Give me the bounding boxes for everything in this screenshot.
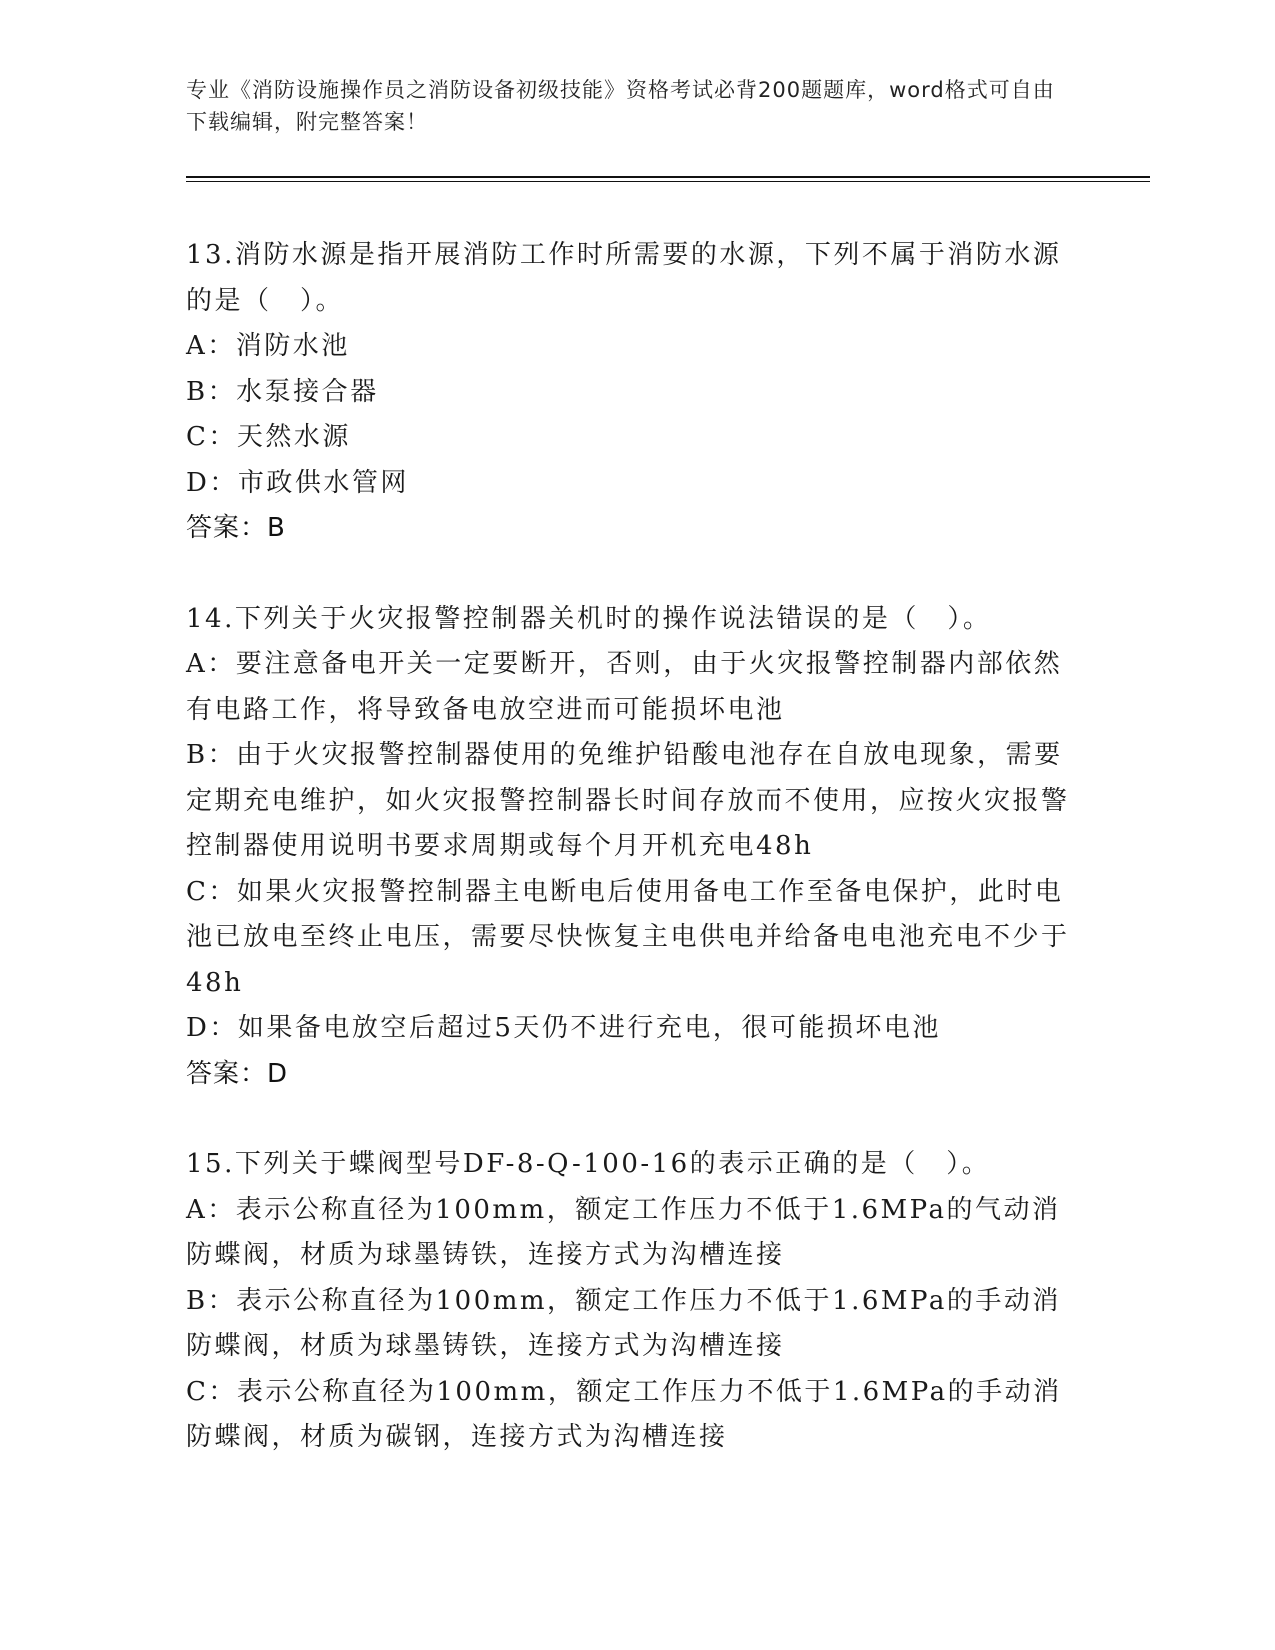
option-b: B：由于火灾报警控制器使用的免维护铅酸电池存在自放电现象，需要定期充电维护，如火灾报警控制器长时间存放而不使用，应按火灾报警控制器使用说明书要求周期或每个月开机充电48h — [186, 740, 1070, 861]
option-c: C：表示公称直径为100mm，额定工作压力不低于1.6MPa的手动消防蝶阀，材质为碳钢，连接方式为沟槽连接 — [186, 1376, 1062, 1452]
question-14 — [186, 597, 1076, 1098]
option-a: A：要注意备电开关一定要断开，否则，由于火灾报警控制器内部依然有电路工作，将导致备电放空进而可能损坏电池 — [186, 649, 1063, 725]
option-d: D：市政供水管网 — [186, 467, 409, 498]
option-c: C：如果火灾报警控制器主电断电后使用备电工作至备电保护，此时电池已放电至终止电压，需要尽快恢复主电供电并给备电电池充电不少于48h — [186, 876, 1070, 998]
answer-line: 答案：B — [186, 513, 286, 543]
option-b: B：水泵接合器 — [186, 376, 379, 407]
question-stem: 14.下列关于火灾报警控制器关机时的操作说法错误的是（ ）。 — [186, 603, 992, 634]
question-15 — [186, 1142, 1076, 1461]
question-stem: 13.消防水源是指开展消防工作时所需要的水源，下列不属于消防水源的是（ ）。 — [186, 240, 1062, 316]
option-b: B：表示公称直径为100mm，额定工作压力不低于1.6MPa的手动消防蝶阀，材质为球墨铸铁，连接方式为沟槽连接 — [186, 1285, 1061, 1361]
option-a: A：消防水池 — [186, 331, 350, 361]
document-header — [186, 74, 1066, 138]
option-a: A：表示公称直径为100mm，额定工作压力不低于1.6MPa的气动消防蝶阀，材质为球墨铸铁，连接方式为沟槽连接 — [186, 1194, 1061, 1270]
header-title: 专业《消防设施操作员之消防设备初级技能》资格考试必背200题题库，word格式可自由下载编辑，附完整答案！ — [186, 78, 1055, 134]
option-d: D：如果备电放空后超过5天仍不进行充电，很可能损坏电池 — [186, 1013, 941, 1043]
question-13 — [186, 233, 1076, 552]
question-stem: 15.下列关于蝶阀型号DF-8-Q-100-16的表示正确的是（ ）。 — [186, 1149, 991, 1179]
question-list — [186, 233, 1076, 1506]
option-c: C：天然水源 — [186, 422, 351, 452]
header-divider-thick — [186, 176, 1150, 178]
header-divider-thin — [186, 181, 1150, 182]
answer-line: 答案：D — [186, 1058, 289, 1089]
